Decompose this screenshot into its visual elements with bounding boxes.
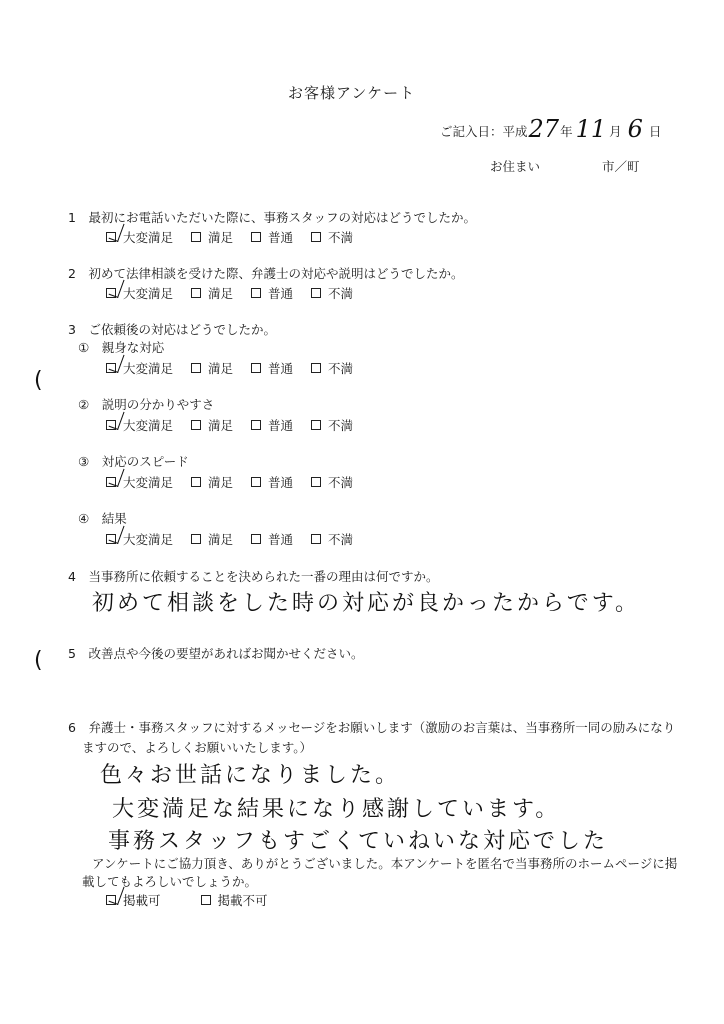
date-day-unit: 日: [648, 124, 662, 139]
address-label: お住まい: [490, 159, 541, 174]
answer-4-handwritten: 初めて相談をした時の対応が良かったからです。: [92, 591, 641, 616]
question-6-line2: ますので、よろしくお願いいたします。）: [82, 740, 313, 755]
question-4: 4 当事務所に依頼することを決められた一番の理由は何ですか。: [68, 569, 439, 584]
checkbox-checked[interactable]: [106, 477, 116, 487]
option-normal[interactable]: 普通: [251, 416, 293, 434]
option-normal[interactable]: 普通: [251, 228, 293, 246]
answer-6-line3-handwritten: 事務スタッフもすごくていねいな対応でした: [108, 829, 609, 854]
option-dissatisfied[interactable]: 不満: [311, 228, 353, 246]
date-year: 27: [528, 115, 560, 143]
checkbox[interactable]: [251, 288, 261, 298]
option-normal[interactable]: 普通: [251, 473, 293, 491]
option-satisfied[interactable]: 満足: [191, 530, 233, 548]
address-suffix: 市／町: [602, 159, 640, 174]
date-day: 6: [627, 115, 643, 143]
option-dissatisfied[interactable]: 不満: [311, 284, 353, 302]
date-month-unit: 月: [609, 124, 622, 139]
checkbox[interactable]: [251, 420, 261, 430]
date-month: 11: [575, 115, 607, 143]
question-3-4: ④ 結果: [78, 511, 127, 526]
option-very-satisfied[interactable]: 大変満足: [106, 530, 173, 548]
checkbox-checked[interactable]: [106, 363, 116, 373]
checkbox[interactable]: [311, 534, 321, 544]
option-satisfied[interactable]: 満足: [191, 228, 233, 246]
question-3-2: ② 説明の分かりやすさ: [78, 397, 215, 412]
checkbox[interactable]: [311, 363, 321, 373]
checkbox[interactable]: [311, 477, 321, 487]
question-6-line1: 6 弁護士・事務スタッフに対するメッセージをお願いします（激励のお言葉は、当事務所一同の励みになり: [68, 720, 676, 735]
checkbox-checked[interactable]: [106, 420, 116, 430]
option-satisfied[interactable]: 満足: [191, 284, 233, 302]
answer-6-line2-handwritten: 大変満足な結果になり感謝しています。: [112, 797, 561, 822]
checkbox[interactable]: [251, 534, 261, 544]
option-very-satisfied[interactable]: 大変満足: [106, 284, 173, 302]
date-year-unit: 年: [560, 124, 573, 139]
option-satisfied[interactable]: 満足: [191, 359, 233, 377]
publish-options: [106, 891, 286, 909]
checkbox[interactable]: [251, 232, 261, 242]
closing-line2: 載してもよろしいでしょうか。: [82, 874, 258, 889]
option-satisfied[interactable]: 満足: [191, 473, 233, 491]
date-field: [440, 115, 662, 143]
options-q3-2: [106, 416, 371, 434]
option-normal[interactable]: 普通: [251, 284, 293, 302]
option-publish-ok[interactable]: 掲載可: [106, 891, 161, 909]
date-label: ご記入日：平成: [440, 124, 528, 139]
checkbox[interactable]: [191, 232, 201, 242]
option-satisfied[interactable]: 満足: [191, 416, 233, 434]
option-very-satisfied[interactable]: 大変満足: [106, 228, 173, 246]
checkbox-checked[interactable]: [106, 895, 116, 905]
checkbox-checked[interactable]: [106, 288, 116, 298]
option-very-satisfied[interactable]: 大変満足: [106, 416, 173, 434]
question-3-3: ③ 対応のスピード: [78, 454, 189, 469]
options-q2: [106, 284, 371, 302]
options-q3-1: [106, 359, 371, 377]
checkbox[interactable]: [191, 363, 201, 373]
closing-line1: アンケートにご協力頂き、ありがとうございました。本アンケートを匿名で当事務所のホームページに掲: [92, 856, 678, 871]
option-normal[interactable]: 普通: [251, 359, 293, 377]
checkbox[interactable]: [311, 288, 321, 298]
answer-6-line1-handwritten: 色々お世話になりました。: [100, 763, 401, 788]
option-very-satisfied[interactable]: 大変満足: [106, 359, 173, 377]
options-q3-4: [106, 530, 371, 548]
options-q1: [106, 228, 371, 246]
checkbox[interactable]: [191, 534, 201, 544]
margin-mark-upper: (: [34, 368, 43, 393]
options-q3-3: [106, 473, 371, 491]
option-dissatisfied[interactable]: 不満: [311, 530, 353, 548]
checkbox[interactable]: [191, 288, 201, 298]
checkbox-checked[interactable]: [106, 534, 116, 544]
question-1: 1 最初にお電話いただいた際に、事務スタッフの対応はどうでしたか。: [68, 210, 476, 225]
margin-mark-lower: (: [34, 648, 43, 673]
option-dissatisfied[interactable]: 不満: [311, 416, 353, 434]
checkbox-checked[interactable]: [106, 232, 116, 242]
page-title: お客様アンケート: [288, 84, 416, 102]
checkbox[interactable]: [251, 477, 261, 487]
question-5: 5 改善点や今後の要望があればお聞かせください。: [68, 646, 364, 661]
checkbox[interactable]: [201, 895, 211, 905]
option-publish-ng[interactable]: 掲載不可: [201, 891, 268, 909]
question-3: 3 ご依頼後の対応はどうでしたか。: [68, 322, 276, 337]
checkbox[interactable]: [311, 420, 321, 430]
checkbox[interactable]: [251, 363, 261, 373]
question-3-1: ① 親身な対応: [78, 340, 165, 355]
option-dissatisfied[interactable]: 不満: [311, 473, 353, 491]
checkbox[interactable]: [191, 420, 201, 430]
option-dissatisfied[interactable]: 不満: [311, 359, 353, 377]
checkbox[interactable]: [311, 232, 321, 242]
option-normal[interactable]: 普通: [251, 530, 293, 548]
question-2: 2 初めて法律相談を受けた際、弁護士の対応や説明はどうでしたか。: [68, 266, 464, 281]
checkbox[interactable]: [191, 477, 201, 487]
option-very-satisfied[interactable]: 大変満足: [106, 473, 173, 491]
